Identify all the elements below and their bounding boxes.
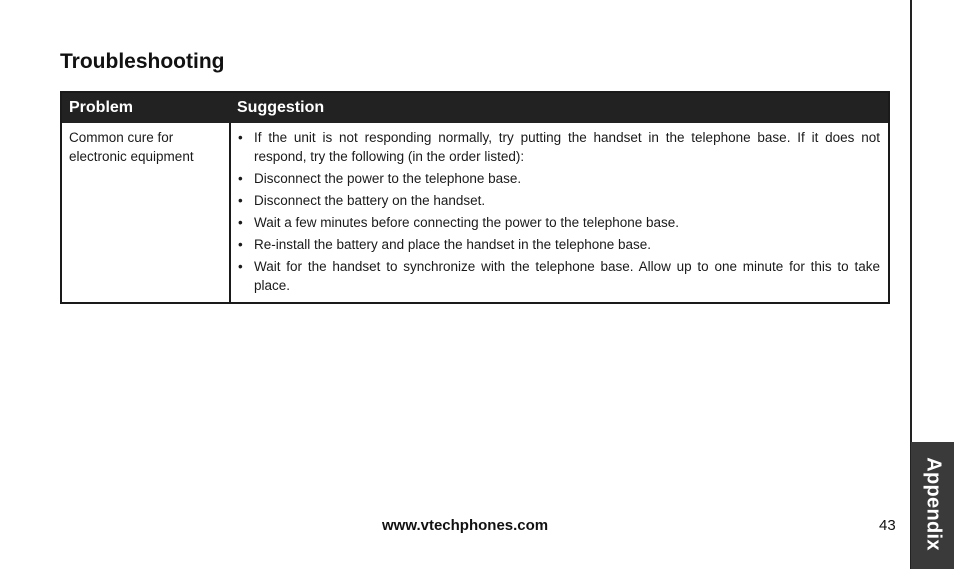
suggestion-text: Wait a few minutes before connecting the power to the telephone base. (254, 215, 680, 230)
suggestion-text: Wait for the handset to synchronize with the telephone base. Allow up to one minute for this to take place. (254, 259, 880, 293)
bullet-icon: • (238, 259, 243, 274)
bullet-icon: • (238, 237, 243, 252)
problem-cell: Common cure for electronic equipment (61, 123, 230, 303)
list-item (237, 257, 880, 295)
bullet-icon: • (238, 171, 243, 186)
suggestion-text: Re-install the battery and place the handset in the telephone base. (254, 237, 652, 252)
suggestion-text: Disconnect the power to the telephone base. (254, 171, 522, 186)
appendix-side-tab (911, 442, 954, 569)
troubleshooting-table (60, 91, 890, 304)
suggestion-text: Disconnect the battery on the handset. (254, 193, 486, 208)
list-item (237, 235, 880, 254)
suggestion-list (237, 128, 880, 295)
column-header-suggestion: Suggestion (230, 92, 889, 123)
bullet-icon: • (238, 130, 243, 145)
footer-url: www.vtechphones.com (382, 517, 549, 534)
column-header-problem: Problem (61, 92, 230, 123)
table-header-row (61, 92, 889, 123)
bullet-icon: • (238, 193, 243, 208)
suggestion-cell (230, 123, 889, 303)
suggestion-text: If the unit is not responding normally, try putting the handset in the telephone base. If it does not respond, try the following (in the order listed): (254, 130, 880, 164)
appendix-tab-label: Appendix (922, 457, 945, 551)
bullet-icon: • (238, 215, 243, 230)
page-title: Troubleshooting (60, 50, 225, 73)
table-row (61, 123, 889, 303)
list-item (237, 213, 880, 232)
list-item (237, 191, 880, 210)
list-item (237, 128, 880, 166)
page-number: 43 (879, 517, 896, 534)
list-item (237, 169, 880, 188)
